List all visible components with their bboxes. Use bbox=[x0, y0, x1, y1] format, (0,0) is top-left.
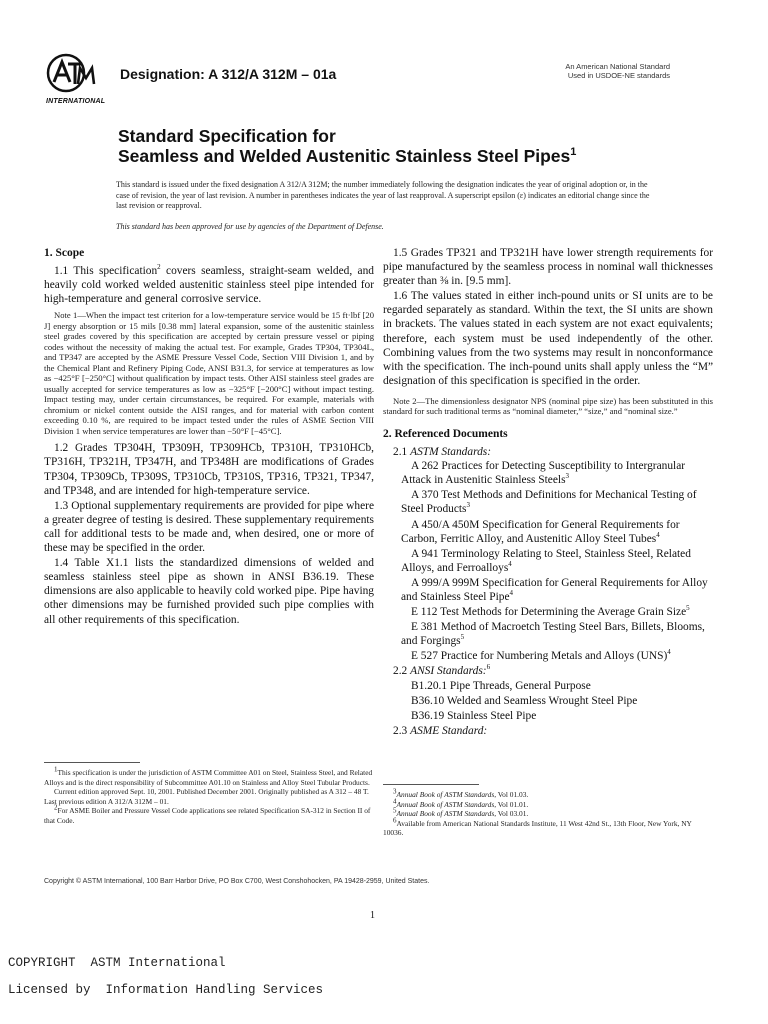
reference-item bbox=[383, 459, 713, 487]
reference-text: B1.20.1 Pipe Threads, General Purpose bbox=[411, 679, 591, 692]
section-heading-referenced-documents: 2. Referenced Documents bbox=[383, 427, 508, 440]
subhead-label: ANSI Standards: bbox=[410, 665, 487, 678]
footnote-mark: 2 bbox=[54, 803, 58, 812]
footnote-mark: 5 bbox=[393, 806, 397, 815]
footnote-text: Current edition approved Sept. 10, 2001. Published December 2001. Originally published as A 312 – 48 T. Last previous edition A 312/A 312M – 01. bbox=[44, 787, 369, 806]
subhead-label: ASME Standard: bbox=[410, 724, 488, 737]
title-line-2 bbox=[118, 146, 678, 166]
footnote-text: This specification is under the jurisdiction of ASTM Committee A01 on Steel, Stainless Steel, and Related Alloys and is the direct responsibility of Subcommittee A01.10 on Stainless and Alloy Steel Tubular Products. bbox=[44, 768, 373, 787]
footnote-mark: 3 bbox=[565, 472, 570, 481]
reference-item bbox=[383, 547, 713, 575]
footnote bbox=[383, 816, 713, 838]
reference-item bbox=[383, 488, 713, 516]
footnote bbox=[383, 797, 713, 810]
paragraph-1-3: 1.3 Optional supplementary requirements are provided for pipe where a greater degree of testing is desired. These supplementary requirements call for additional tests to be made and, when desired, one or more of these may be specified in the order. bbox=[44, 499, 374, 555]
page-number: 1 bbox=[370, 910, 375, 921]
reference-text: A 370 Test Methods and Definitions for Mechanical Testing of Steel Products bbox=[401, 489, 697, 516]
footnote-text: For ASME Boiler and Pressure Vessel Code applications see related Specification SA-312 in Section II of that Code. bbox=[44, 806, 371, 825]
reference-item bbox=[383, 518, 713, 546]
subhead-ansi-standards bbox=[383, 664, 713, 678]
footnote bbox=[44, 803, 374, 825]
footnote bbox=[44, 787, 374, 806]
reference-text: E 381 Method of Macroetch Testing Steel Bars, Billets, Blooms, and Forgings bbox=[401, 621, 705, 648]
subhead-astm-standards bbox=[383, 445, 713, 459]
subhead-label: ASTM Standards: bbox=[410, 446, 492, 459]
reference-text: B36.19 Stainless Steel Pipe bbox=[411, 709, 537, 722]
footnote-rule-right bbox=[383, 784, 479, 785]
reference-item bbox=[383, 694, 713, 708]
footnote-text: , Vol 01.03. bbox=[494, 790, 529, 799]
footnote-source: Annual Book of ASTM Standards bbox=[396, 809, 495, 819]
footnote-mark: 1 bbox=[54, 765, 58, 774]
issued-notice: This standard is issued under the fixed designation A 312/A 312M; the number immediately following the designation indicates the year of original adoption or, in the case of revision, the year of last revision. A number in parentheses indicates the year of last reapproval. A superscript epsilon (ε) indicates an editorial change since the last revision or reapproval. bbox=[116, 180, 650, 210]
section-heading-scope: 1. Scope bbox=[44, 247, 85, 259]
reference-item bbox=[383, 679, 713, 693]
paragraph-1-6: 1.6 The values stated in either inch-pound units or SI units are to be regarded separately as standard. Within the text, the SI units are shown in brackets. The values stated in each system are not exact equivalents; therefore, each system must be used independently of the other. Combining values from the two systems may result in nonconformance with the specification. The inch-pound units shall apply unless the “M” designation of this specification is specified in the order. bbox=[383, 290, 713, 387]
copyright-line: Copyright © ASTM International, 100 Barr Harbor Drive, PO Box C700, West Conshohocken, PA 19428-2959, United States. bbox=[44, 878, 430, 885]
paragraph-1-5: 1.5 Grades TP321 and TP321H have lower strength requirements for pipe manufactured by the seamless process in nominal wall thicknesses greater than ⅜ in. [9.5 mm]. bbox=[383, 247, 713, 288]
footnote-mark: 5 bbox=[686, 604, 690, 613]
footnote bbox=[383, 787, 713, 800]
footnote-text: , Vol 03.01. bbox=[494, 809, 529, 819]
footnote-mark: 4 bbox=[508, 559, 512, 568]
ans-line-2: Used in USDOE-NE standards bbox=[567, 71, 670, 80]
paragraph-1-4: 1.4 Table X1.1 lists the standardized dimensions of welded and seamless stainless steel pipe as shown in ANSI B36.19. These dimensions are also applicable to heavily cold worked pipe. Pipe having other dimensions may be furnished provided such pipe complies with all other requirements of this specification. bbox=[44, 557, 374, 626]
reference-item bbox=[383, 605, 713, 619]
ans-note bbox=[565, 62, 670, 80]
title-line-1: Standard Specification for bbox=[118, 126, 336, 146]
footnote-mark: 4 bbox=[393, 797, 397, 806]
footnote-source: Annual Book of ASTM Standards bbox=[396, 790, 495, 799]
designation: Designation: A 312/A 312M – 01a bbox=[120, 66, 337, 82]
paragraph-1-2: 1.2 Grades TP304H, TP309H, TP309HCb, TP310H, TP310HCb, TP316H, TP321H, TP347H, and TP348H are modifications of Grades TP304, TP309Cb, TP309S, TP310Cb, TP310S, TP316, TP321, TP347, and TP348, and are intended for high-temperature service. bbox=[44, 442, 374, 497]
approval-notice: This standard has been approved for use by agencies of the Department of Defense. bbox=[116, 222, 384, 231]
footnote-mark: 4 bbox=[667, 648, 671, 657]
reference-text: A 941 Terminology Relating to Steel, Stainless Steel, Related Alloys, and Ferroalloys bbox=[401, 547, 691, 574]
subhead-asme-standard bbox=[383, 724, 713, 738]
reference-text: A 999/A 999M Specification for General Requirements for Alloy and Stainless Steel Pipe bbox=[401, 576, 708, 603]
footnote bbox=[44, 765, 374, 787]
note-2: Note 2—The dimensionless designator NPS (nominal pipe size) has been substituted in this standard for such traditional terms as “nominal diameter,” “size,” and “nominal size.” bbox=[383, 395, 713, 417]
footnotes-right bbox=[383, 787, 713, 838]
reference-text: A 450/A 450M Specification for General Requirements for Carbon, Ferritic Alloy, and Austenitic Alloy Steel Tubes bbox=[401, 518, 680, 545]
watermark-copyright: COPYRIGHT ASTM International bbox=[8, 956, 226, 970]
paragraph-1-1-text-cont: covers seamless, straight-seam welded, and heavily cold worked welded austenitic stainless steel pipe intended for high-temperature and general corrosive service. bbox=[44, 265, 375, 306]
footnote-rule-left bbox=[44, 762, 140, 763]
footnote-mark: 6 bbox=[486, 663, 491, 672]
footnote-source: Annual Book of ASTM Standards bbox=[396, 799, 495, 809]
reference-item bbox=[383, 709, 713, 723]
title-footnote-mark: 1 bbox=[570, 146, 577, 159]
footnote-mark: 3 bbox=[466, 501, 470, 510]
left-column bbox=[44, 246, 374, 628]
footnote-mark: 2 bbox=[157, 263, 161, 272]
logo-text: INTERNATIONAL bbox=[46, 98, 106, 105]
reference-text: A 262 Practices for Detecting Susceptibility to Intergranular Attack in Austenitic Stainless Steels bbox=[401, 460, 686, 487]
footnote-mark: 4 bbox=[509, 589, 514, 598]
title-text: Seamless and Welded Austenitic Stainless Steel Pipes bbox=[118, 146, 571, 166]
paragraph-1-1 bbox=[44, 264, 374, 306]
reference-text: B36.10 Welded and Seamless Wrought Steel Pipe bbox=[411, 694, 638, 707]
astm-reference-list bbox=[383, 459, 713, 663]
footnote bbox=[383, 806, 713, 819]
footnote-text: , Vol 01.01. bbox=[494, 799, 529, 809]
paragraph-1-1-text: 1.1 This specification bbox=[54, 265, 158, 278]
footnote-text: Available from American National Standards Institute, 11 West 42nd St., 13th Floor, New York, NY 10036. bbox=[383, 818, 692, 838]
reference-item bbox=[383, 649, 713, 663]
subhead-number: 2.2 bbox=[393, 665, 408, 678]
footnote-mark: 4 bbox=[656, 530, 660, 539]
right-column bbox=[383, 246, 713, 738]
reference-item bbox=[383, 576, 713, 604]
footnote-mark: 6 bbox=[393, 816, 397, 825]
note-1: Note 1—When the impact test criterion for a low-temperature service would be 15 ft·lbf [20 J] energy absorption or 15 mils [0.38 mm] lateral expansion, some of the austenitic stainless steel grades covered by this specification are accepted by certain pressure vessel or piping codes without the necessity of making the actual test. For example, Grades TP304, TP304L, and TP347 are accepted by the ASME Pressure Vessel Code, Section VIII Division 1, and by the Chemical Plant and Refinery Piping Code, ANSI B31.3, for service at temperatures as low as −425°F [−250°C] without qualification by impact tests. Other AISI stainless steel grades are usually accepted for service temperatures as low as −325°F [−200°C] without impact testing. Impact testing may, under certain circumstances, be required. For example, materials with chromium or nickel content outside the AISI ranges, and for material with carbon content exceeding 0.10 %, are required to be impact tested under the rules of ASME Section VIII Division 1 when service temperatures are lower than −50°F [−45°C]. bbox=[44, 310, 374, 436]
ansi-reference-list bbox=[383, 679, 713, 723]
subhead-number: 2.3 bbox=[393, 724, 408, 737]
astm-logo bbox=[44, 52, 110, 110]
ans-line-1: An American National Standard bbox=[565, 62, 670, 71]
footnotes-left bbox=[44, 765, 374, 826]
subhead-number: 2.1 bbox=[393, 446, 408, 459]
reference-text: E 527 Practice for Numbering Metals and Alloys (UNS) bbox=[411, 650, 668, 663]
page-title bbox=[118, 126, 678, 166]
footnote-mark: 5 bbox=[460, 633, 465, 642]
footnote-mark: 3 bbox=[393, 787, 397, 796]
reference-item bbox=[383, 620, 713, 648]
watermark-license: Licensed by Information Handling Services bbox=[8, 983, 324, 997]
reference-text: E 112 Test Methods for Determining the Average Grain Size bbox=[411, 606, 687, 619]
